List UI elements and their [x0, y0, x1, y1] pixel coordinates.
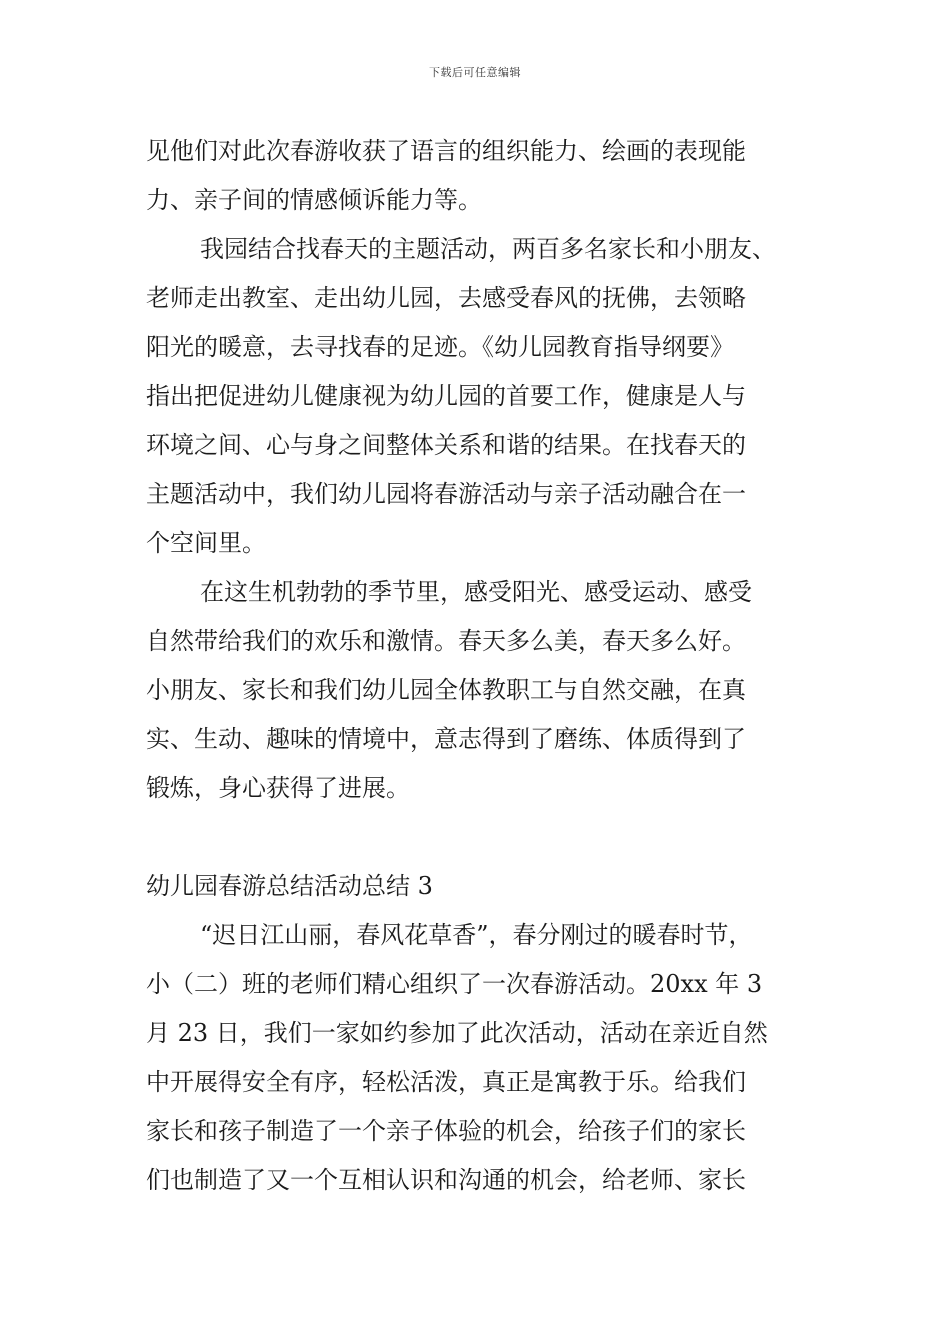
paragraph-line: 我园结合找春天的主题活动，两百多名家长和小朋友、 — [200, 235, 776, 263]
paragraph-line: 个空间里。 — [146, 529, 266, 557]
section-heading: 幼儿园春游总结活动总结 3 — [146, 872, 433, 900]
paragraph-line: 自然带给我们的欢乐和激情。春天多么美，春天多么好。 — [146, 627, 746, 655]
paragraph-line: 见他们对此次春游收获了语言的组织能力、绘画的表现能 — [146, 137, 746, 165]
paragraph-line: 们也制造了又一个互相认识和沟通的机会，给老师、家长 — [146, 1166, 746, 1194]
paragraph-line: “迟日江山丽，春风花草香”，春分刚过的暖春时节， — [200, 921, 753, 949]
paragraph-line: 指出把促进幼儿健康视为幼儿园的首要工作，健康是人与 — [146, 382, 746, 410]
paragraph-line: 力、亲子间的情感倾诉能力等。 — [146, 186, 482, 214]
page-header-note: 下载后可任意编辑 — [429, 66, 521, 79]
paragraph-line: 实、生动、趣味的情境中，意志得到了磨练、体质得到了 — [146, 725, 746, 753]
paragraph-line: 老师走出教室、走出幼儿园，去感受春风的抚佛，去领略 — [146, 284, 746, 312]
paragraph-line: 主题活动中，我们幼儿园将春游活动与亲子活动融合在一 — [146, 480, 746, 508]
paragraph-line: 阳光的暖意，去寻找春的足迹。《幼儿园教育指导纲要》 — [146, 333, 734, 361]
paragraph-line: 小朋友、家长和我们幼儿园全体教职工与自然交融，在真 — [146, 676, 746, 704]
paragraph-line: 锻炼，身心获得了进展。 — [146, 774, 410, 802]
paragraph-line: 家长和孩子制造了一个亲子体验的机会，给孩子们的家长 — [146, 1117, 746, 1145]
paragraph-line: 中开展得安全有序，轻松活泼，真正是寓教于乐。给我们 — [146, 1068, 746, 1096]
paragraph-gap — [146, 813, 826, 862]
document-body — [146, 127, 826, 1205]
paragraph-line: 月 23 日，我们一家如约参加了此次活动，活动在亲近自然 — [146, 1019, 768, 1047]
paragraph-line: 环境之间、心与身之间整体关系和谐的结果。在找春天的 — [146, 431, 746, 459]
paragraph-line: 在这生机勃勃的季节里，感受阳光、感受运动、感受 — [200, 578, 752, 606]
paragraph-line: 小（二）班的老师们精心组织了一次春游活动。20xx 年 3 — [146, 970, 763, 998]
